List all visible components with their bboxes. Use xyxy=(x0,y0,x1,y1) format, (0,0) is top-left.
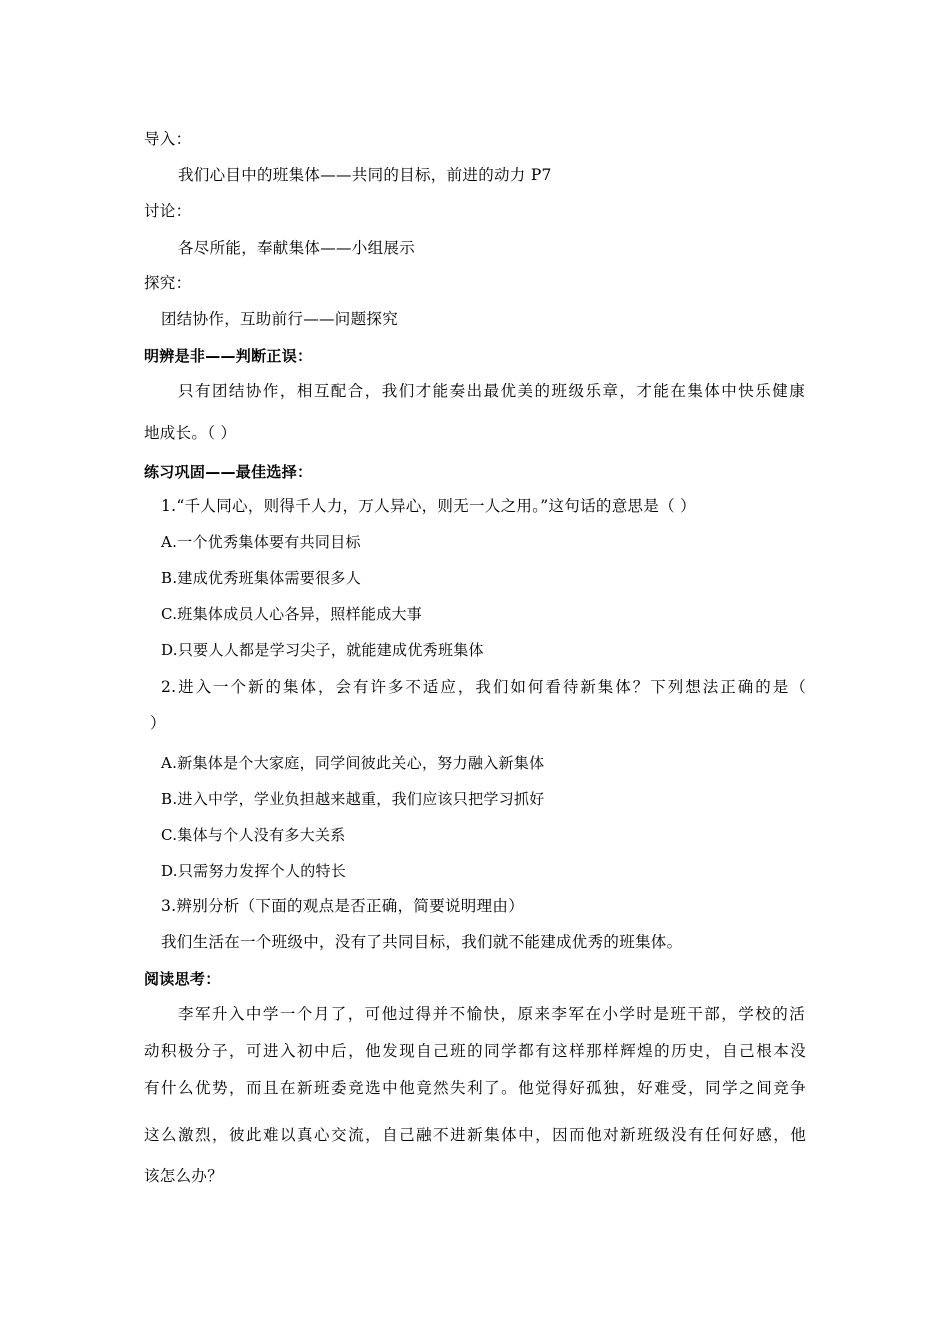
q2-option-d: D.只需努力发挥个人的特长 xyxy=(161,862,347,880)
intro-text: 我们心目中的班集体——共同的目标，前进的动力 P7 xyxy=(178,166,552,184)
practice-heading: 练习巩固——最佳选择： xyxy=(144,463,313,481)
judge-heading: 明辨是非——判断正误： xyxy=(144,347,313,365)
q1-stem: 1.“千人同心，则得千人力，万人异心，则无一人之用。”这句话的意思是（ ） xyxy=(161,497,696,515)
explore-text: 团结协作，互助前行——问题探究 xyxy=(161,310,399,328)
q3-statement: 我们生活在一个班级中，没有了共同目标，我们就不能建成优秀的班集体。 xyxy=(161,933,683,951)
judge-line-2: 地成长。（ ） xyxy=(144,424,237,442)
reading-line-4: 这么激烈，彼此难以真心交流，自己融不进新集体中，因而他对新班级没有任何好感，他 xyxy=(144,1126,806,1144)
judge-line-1: 只有团结协作，相互配合，我们才能奏出最优美的班级乐章，才能在集体中快乐健康 xyxy=(178,382,805,400)
q1-option-c: C.班集体成员人心各异，照样能成大事 xyxy=(161,605,423,623)
intro-label: 导入： xyxy=(144,130,192,148)
reading-line-1: 李军升入中学一个月了，可他过得并不愉快，原来李军在小学时是班干部，学校的活 xyxy=(178,1005,805,1023)
reading-line-3: 有什么优势，而且在新班委竞选中他竟然失利了。他觉得好孤独，好难受，同学之间竞争 xyxy=(144,1079,806,1097)
discussion-text: 各尽所能，奉献集体——小组展示 xyxy=(178,239,416,257)
q2-option-c: C.集体与个人没有多大关系 xyxy=(161,826,346,844)
q2-option-b: B.进入中学，学业负担越来越重，我们应该只把学习抓好 xyxy=(161,790,545,808)
q1-option-b: B.建成优秀班集体需要很多人 xyxy=(161,569,361,587)
explore-label: 探究： xyxy=(144,274,192,292)
q1-option-a: A.一个优秀集体要有共同目标 xyxy=(161,533,361,551)
q2-stem-line-2: ） xyxy=(150,714,166,732)
q2-stem-line-1: 2.进入一个新的集体，会有许多不适应，我们如何看待新集体？下列想法正确的是（ xyxy=(161,678,806,696)
discussion-label: 讨论： xyxy=(144,202,192,220)
reading-heading: 阅读思考： xyxy=(144,970,221,988)
q3-stem: 3.辨别分析（下面的观点是否正确，简要说明理由） xyxy=(161,897,524,915)
q1-option-d: D.只要人人都是学习尖子，就能建成优秀班集体 xyxy=(161,641,484,659)
q2-option-a: A.新集体是个大家庭，同学间彼此关心，努力融入新集体 xyxy=(161,754,545,772)
reading-line-2: 动积极分子，可进入初中后，他发现自己班的同学都有这样那样辉煌的历史，自己根本没 xyxy=(144,1042,806,1060)
reading-line-5: 该怎么办？ xyxy=(144,1167,224,1185)
